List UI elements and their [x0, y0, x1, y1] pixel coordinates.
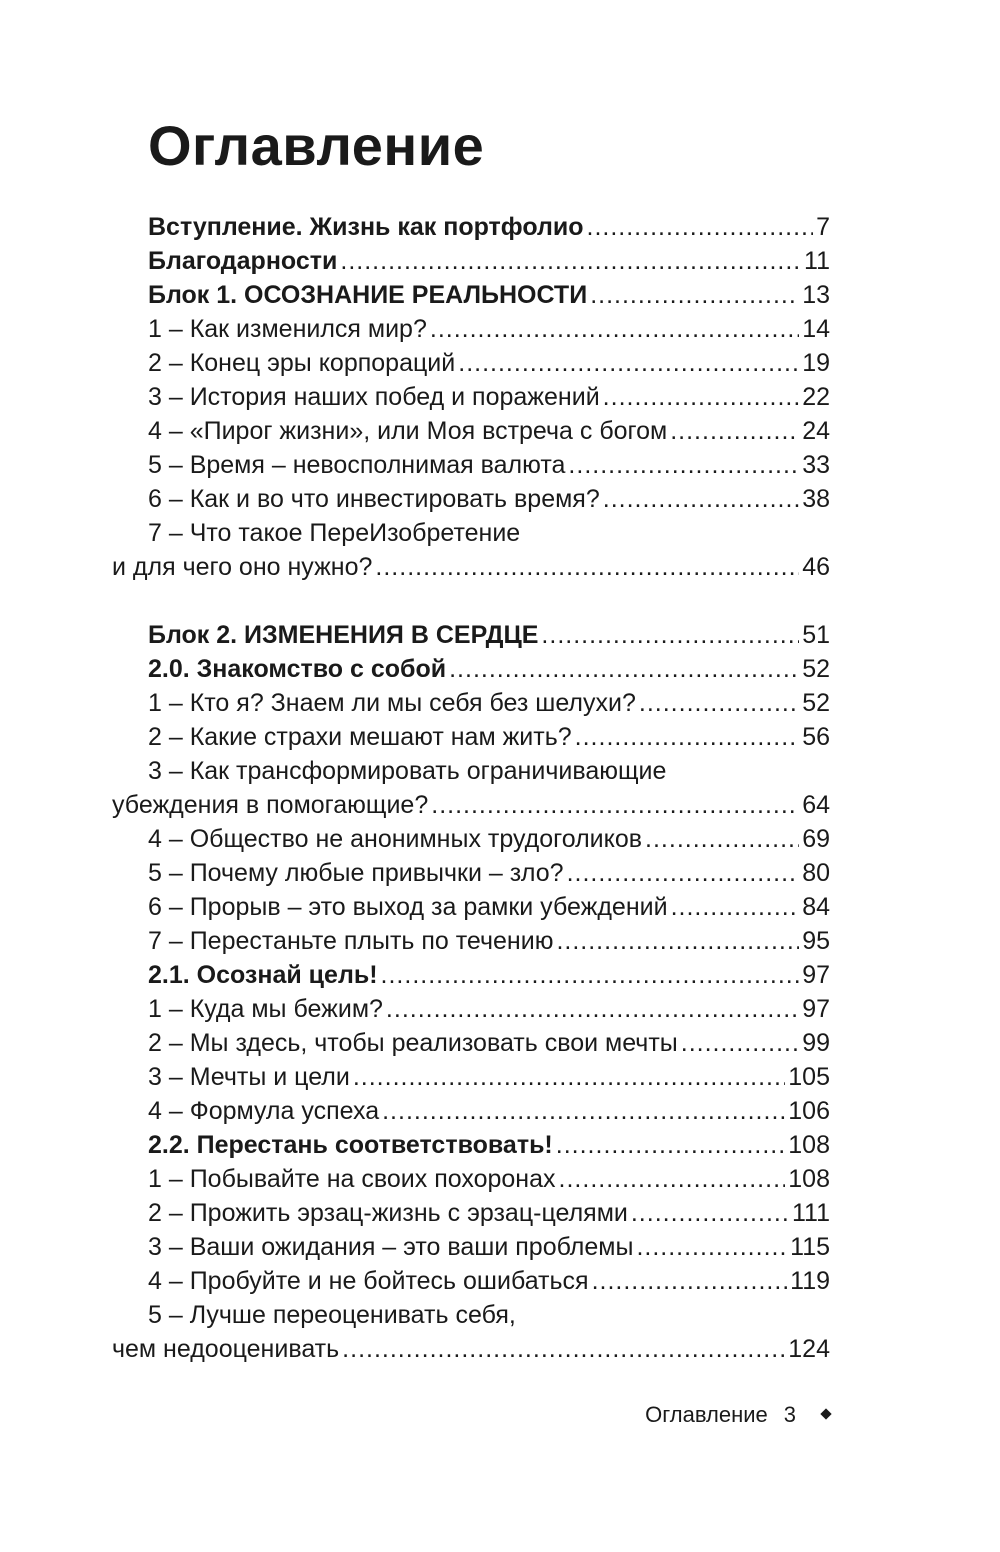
toc-entry-page: 13: [802, 281, 830, 309]
toc-entry-page: 80: [802, 859, 830, 887]
leader-dots: [375, 550, 799, 584]
toc-entry[interactable]: [112, 380, 830, 414]
toc-entry-page: 115: [790, 1233, 830, 1261]
leader-dots: [636, 1230, 787, 1264]
footer-section-title: Оглавление: [645, 1402, 768, 1427]
toc-entry-page: 38: [802, 485, 830, 513]
toc-entry[interactable]: [112, 1060, 830, 1094]
toc-entry-title: 5 – Время – невосполнимая валюта: [148, 451, 566, 479]
leader-dots: [458, 346, 799, 380]
leader-dots: [681, 1026, 799, 1060]
toc-entry[interactable]: [112, 856, 830, 890]
toc-entry-page: 108: [788, 1165, 830, 1193]
toc-entry-page: 52: [802, 689, 830, 717]
toc-entry-section-2-0[interactable]: [112, 652, 830, 686]
running-footer: [600, 1402, 830, 1428]
toc-entry-page: 52: [802, 655, 830, 683]
leader-dots: [381, 958, 800, 992]
toc-entry-page: 56: [802, 723, 830, 751]
toc-entry-page: 51: [802, 621, 830, 649]
toc-entry-acknowledgements[interactable]: [112, 244, 830, 278]
toc-entry-title: 2.2. Перестань соответствовать!: [148, 1131, 553, 1159]
toc-entry-title: 4 – Пробуйте и не бойтесь ошибаться: [148, 1267, 589, 1295]
toc-entry-block-1[interactable]: [112, 278, 830, 312]
toc-entry-page: 11: [804, 247, 830, 275]
leader-dots: [431, 788, 799, 822]
leader-dots: [631, 1196, 789, 1230]
toc-entry-title: 2 – Конец эры корпораций: [148, 349, 456, 377]
leader-dots: [541, 618, 799, 652]
leader-dots: [382, 1094, 785, 1128]
toc-entry-page: 106: [788, 1097, 830, 1125]
toc-entry-page: 69: [802, 825, 830, 853]
toc-entry-page: 14: [802, 315, 830, 343]
toc-entry-title: 2.1. Осознай цель!: [148, 961, 378, 989]
toc-entry-title: 1 – Кто я? Знаем ли мы себя без шелухи?: [148, 689, 636, 717]
toc-entry-page: 111: [791, 1199, 830, 1227]
page-title: Оглавление: [148, 114, 485, 177]
leader-dots: [575, 720, 800, 754]
toc-entry-page: 19: [802, 349, 830, 377]
leader-dots: [603, 482, 799, 516]
toc-entry-page: 22: [802, 383, 830, 411]
toc-entry-title: 4 – Формула успеха: [148, 1097, 380, 1125]
toc-entry-page: 33: [802, 451, 830, 479]
leader-dots: [568, 448, 799, 482]
toc-entry-title: 2 – Прожить эрзац-жизнь с эрзац-целями: [148, 1199, 628, 1227]
toc-entry-first-line[interactable]: [112, 1298, 830, 1332]
leader-dots: [449, 652, 799, 686]
toc-entry-page: 7: [816, 213, 830, 241]
footer-page-number: 3: [783, 1402, 796, 1427]
toc-entry-title: Блок 1. ОСОЗНАНИЕ РЕАЛЬНОСТИ: [148, 281, 588, 309]
toc-entry-title: 1 – Побывайте на своих похоронах: [148, 1165, 556, 1193]
toc-entry[interactable]: [112, 1026, 830, 1060]
toc-entry[interactable]: [112, 1094, 830, 1128]
leader-dots: [353, 1060, 785, 1094]
toc-entry-title: 4 – Общество не анонимных трудоголиков: [148, 825, 643, 853]
leader-dots: [342, 1332, 785, 1366]
toc-entry-page: 119: [790, 1267, 830, 1295]
leader-dots: [603, 380, 800, 414]
toc-entry-section-2-2[interactable]: [112, 1128, 830, 1162]
toc-entry[interactable]: [112, 414, 830, 448]
toc-entry-title: 5 – Лучше переоценивать себя,: [148, 1301, 516, 1329]
toc-entry-title: 6 – Прорыв – это выход за рамки убеждений: [148, 893, 668, 921]
toc-entry-first-line[interactable]: [112, 754, 830, 788]
toc-entry[interactable]: [112, 1162, 830, 1196]
leader-dots: [670, 414, 799, 448]
toc-entry-intro[interactable]: [112, 210, 830, 244]
leader-dots: [587, 210, 814, 244]
toc-entry-title: 3 – Как трансформировать ограничивающие: [148, 757, 667, 785]
toc-entry[interactable]: [112, 686, 830, 720]
toc-entry-title-continued: и для чего оно нужно?: [112, 553, 373, 581]
toc-entry[interactable]: [112, 482, 830, 516]
toc-entry-block-2[interactable]: [112, 618, 830, 652]
toc-entry-title: 4 – «Пирог жизни», или Моя встреча с богом: [148, 417, 668, 445]
leader-dots: [645, 822, 799, 856]
toc-entry-title: 3 – История наших побед и поражений: [148, 383, 600, 411]
toc-entry[interactable]: [112, 924, 830, 958]
leader-dots: [567, 856, 800, 890]
toc-entry-title: 2 – Какие страхи мешают нам жить?: [148, 723, 572, 751]
toc-entry-title: Благодарности: [148, 247, 338, 275]
toc-entry-page: 64: [802, 791, 830, 819]
toc-entry-title: 1 – Как изменился мир?: [148, 315, 427, 343]
toc-entry[interactable]: [112, 1264, 830, 1298]
toc-entry-title: 3 – Ваши ожидания – это ваши проблемы: [148, 1233, 634, 1261]
toc-entry-page: 84: [802, 893, 830, 921]
leader-dots: [386, 992, 799, 1026]
leader-dots: [559, 1162, 786, 1196]
toc-entry-continuation[interactable]: [112, 1332, 830, 1366]
toc-entry-title: 2 – Мы здесь, чтобы реализовать свои мечты: [148, 1029, 678, 1057]
diamond-ornament-icon: [820, 1408, 831, 1419]
table-of-contents: [112, 210, 830, 1366]
toc-entry[interactable]: [112, 1196, 830, 1230]
toc-entry-page: 97: [802, 961, 830, 989]
toc-entry-page: 97: [802, 995, 830, 1023]
toc-entry-first-line[interactable]: [112, 516, 830, 550]
toc-entry-title: Блок 2. ИЗМЕНЕНИЯ В СЕРДЦЕ: [148, 621, 539, 649]
toc-entry-title-continued: убеждения в помогающие?: [112, 791, 429, 819]
leader-dots: [671, 890, 800, 924]
toc-entry-title-continued: чем недооценивать: [112, 1335, 340, 1363]
leader-dots: [590, 278, 799, 312]
toc-entry-page: 95: [802, 927, 830, 955]
toc-entry[interactable]: [112, 822, 830, 856]
toc-entry[interactable]: [112, 890, 830, 924]
leader-dots: [592, 1264, 788, 1298]
toc-entry-page: 46: [802, 553, 830, 581]
toc-entry-title: 7 – Перестаньте плыть по течению: [148, 927, 554, 955]
toc-entry-continuation[interactable]: [112, 550, 830, 584]
toc-entry-page: 124: [788, 1335, 830, 1363]
toc-entry[interactable]: [112, 312, 830, 346]
toc-entry-title: 3 – Мечты и цели: [148, 1063, 350, 1091]
toc-entry-title: 2.0. Знакомство с собой: [148, 655, 447, 683]
toc-entry-title: 7 – Что такое ПереИзобретение: [148, 519, 521, 547]
toc-entry-title: Вступление. Жизнь как портфолио: [148, 213, 584, 241]
toc-entry-page: 108: [788, 1131, 830, 1159]
toc-entry-title: 5 – Почему любые привычки – зло?: [148, 859, 564, 887]
leader-dots: [556, 1128, 786, 1162]
toc-entry[interactable]: [112, 1230, 830, 1264]
toc-entry-title: 6 – Как и во что инвестировать время?: [148, 485, 600, 513]
toc-entry-page: 105: [788, 1063, 830, 1091]
leader-dots: [340, 244, 801, 278]
toc-entry[interactable]: [112, 448, 830, 482]
leader-dots: [430, 312, 799, 346]
leader-dots: [639, 686, 799, 720]
toc-entry-page: 99: [802, 1029, 830, 1057]
toc-entry[interactable]: [112, 720, 830, 754]
section-gap: [112, 584, 830, 618]
leader-dots: [556, 924, 799, 958]
toc-entry-page: 24: [802, 417, 830, 445]
toc-entry-continuation[interactable]: [112, 788, 830, 822]
toc-entry[interactable]: [112, 346, 830, 380]
toc-entry[interactable]: [112, 992, 830, 1026]
toc-entry-section-2-1[interactable]: [112, 958, 830, 992]
toc-entry-title: 1 – Куда мы бежим?: [148, 995, 383, 1023]
